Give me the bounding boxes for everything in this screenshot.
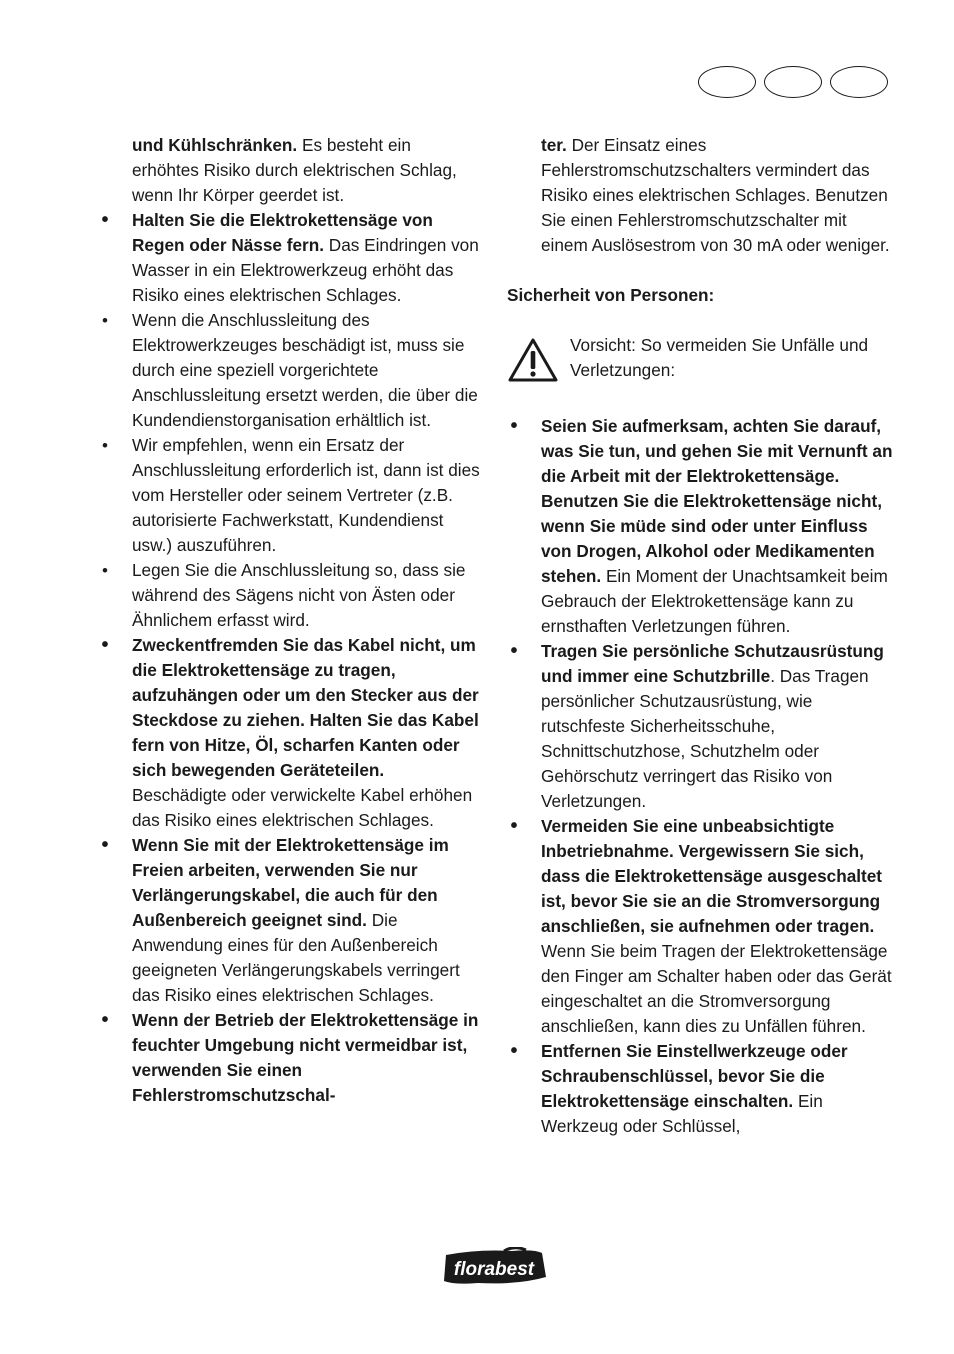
bullet-marker: •: [101, 1009, 109, 1031]
item-text: Wenn die Anschlussleitung des Elektrowerkzeuges beschädigt ist, muss sie durch eine speziell vorgerichtete Anschlussleitung ersetzt werden, die über die Kundendienstorganisation erhältlich ist.: [132, 310, 478, 430]
bullet-marker: •: [101, 209, 109, 231]
language-oval-1: [698, 66, 756, 98]
language-oval-3: [830, 66, 888, 98]
paragraph-text: Es besteht ein erhöhtes Risiko durch elektrischen Schlag, wenn Ihr Körper geerdet ist.: [132, 135, 457, 205]
item-text: . Das Tragen persönlicher Schutzausrüstung, wie rutschfeste Sicherheitsschuhe, Schnittschutzhose, Schutzhelm oder Gehörschutz verringert das Risiko von Verletzungen.: [541, 666, 869, 811]
bullet-marker: •: [101, 634, 109, 656]
florabest-logo: [438, 1247, 552, 1289]
right-column: [507, 133, 895, 1139]
bullet-item: [98, 308, 482, 433]
item-text: Wir empfehlen, wenn ein Ersatz der Anschlussleitung erforderlich ist, dann ist dies vom Hersteller oder seinem Vertreter (z.B. autorisierte Fachwerkstatt, Kundendienst usw.) auszuführen.: [132, 435, 480, 555]
bullet-marker: •: [102, 436, 108, 455]
item-text: Beschädigte oder verwickelte Kabel erhöhen das Risiko eines elektrischen Schlages.: [132, 785, 473, 830]
item-bold: Wenn Sie mit der Elektrokettensäge im Freien arbeiten, verwenden Sie nur Verlängerungskabel, die auch für den Außenbereich geeignet sind.: [132, 835, 449, 930]
bullet-marker: •: [510, 415, 518, 437]
left-column: [98, 133, 482, 1108]
bullet-item: [98, 433, 482, 558]
section-heading: Sicherheit von Personen:: [507, 285, 715, 305]
bullet-item: [507, 1039, 895, 1139]
item-bold: Entfernen Sie Einstellwerkzeuge oder Schraubenschlüssel, bevor Sie die Elektrokettensäge einschalten.: [541, 1041, 848, 1111]
item-text: Ein Moment der Unachtsamkeit beim Gebrauch der Elektrokettensäge kann zu ernsthaften Verletzungen führen.: [541, 566, 888, 636]
item-text: Ein Werkzeug oder Schlüssel,: [541, 1091, 823, 1136]
bullet-item: [98, 1008, 482, 1108]
item-text: Legen Sie die Anschlussleitung so, dass sie während des Sägens nicht von Ästen oder Ähnlichem erfasst wird.: [132, 560, 466, 630]
item-text: Das Eindringen von Wasser in ein Elektrowerkzeug erhöht das Risiko eines elektrischen Schlages.: [132, 235, 479, 305]
logo-text: florabest: [453, 1259, 535, 1280]
bullet-item: [98, 208, 482, 308]
item-text: Wenn Sie beim Tragen der Elektrokettensäge den Finger am Schalter haben oder das Gerät eingeschaltet an die Stromversorgung anschließen, kann dies zu Unfällen führen.: [541, 941, 892, 1036]
warning-triangle-icon: [507, 337, 559, 383]
bullet-marker: •: [101, 834, 109, 856]
bullet-item: [507, 639, 895, 814]
bullet-item: [507, 414, 895, 639]
caution-note: [507, 333, 895, 389]
bullet-marker: •: [510, 640, 518, 662]
bullet-item: [98, 633, 482, 833]
item-bold: Seien Sie aufmerksam, achten Sie darauf, was Sie tun, und gehen Sie mit Vernunft an die Arbeit mit der Elektrokettensäge. Benutzen Sie die Elektrokettensäge nicht, wenn Sie müde sind oder unter Einfluss von Drogen, Alkohol oder Medikamenten stehen.: [541, 416, 893, 586]
item-bold: Zweckentfremden Sie das Kabel nicht, um die Elektrokettensäge zu tragen, aufzuhängen oder um den Stecker aus der Steckdose zu ziehen. Halten Sie das Kabel fern von Hitze, Öl, scharfen Kanten oder sich bewegenden Geräteteilen.: [132, 635, 479, 780]
item-bold: Wenn der Betrieb der Elektrokettensäge in feuchter Umgebung nicht vermeidbar ist, verwenden Sie einen Fehlerstromschutzschal-: [132, 1010, 479, 1105]
paragraph-bold: und Kühlschränken.: [132, 135, 298, 155]
continued-paragraph: [98, 133, 482, 208]
bullet-marker: •: [102, 561, 108, 580]
bullet-item: [98, 558, 482, 633]
bullet-item: [507, 814, 895, 1039]
bullet-item: [98, 833, 482, 1008]
item-bold: Vermeiden Sie eine unbeabsichtigte Inbetriebnahme. Vergewissern Sie sich, dass die Elektrokettensäge ausgeschaltet ist, bevor Sie sie an die Stromversorgung anschließen, sie aufnehmen oder tragen.: [541, 816, 883, 936]
paragraph-bold: ter.: [541, 135, 567, 155]
item-bold: Halten Sie die Elektrokettensäge von Regen oder Nässe fern.: [132, 210, 433, 255]
language-oval-2: [764, 66, 822, 98]
bullet-marker: •: [510, 815, 518, 837]
item-text: Die Anwendung eines für den Außenbereich geeigneten Verlängerungskabels verringert das Risiko eines elektrischen Schlages.: [132, 910, 460, 1005]
paragraph-text: Der Einsatz eines Fehlerstromschutzschalters vermindert das Risiko eines elektrischen Schlages. Benutzen Sie einen Fehlerstromschutzschalter mit einem Auslösestrom von 30 mA oder weniger.: [541, 135, 890, 255]
continued-paragraph: [507, 133, 895, 258]
item-bold: Tragen Sie persönliche Schutzausrüstung und immer eine Schutzbrille: [541, 641, 884, 686]
caution-text: Vorsicht: So vermeiden Sie Unfälle und Verletzungen:: [570, 335, 869, 380]
bullet-marker: •: [510, 1040, 518, 1062]
bullet-marker: •: [102, 311, 108, 330]
